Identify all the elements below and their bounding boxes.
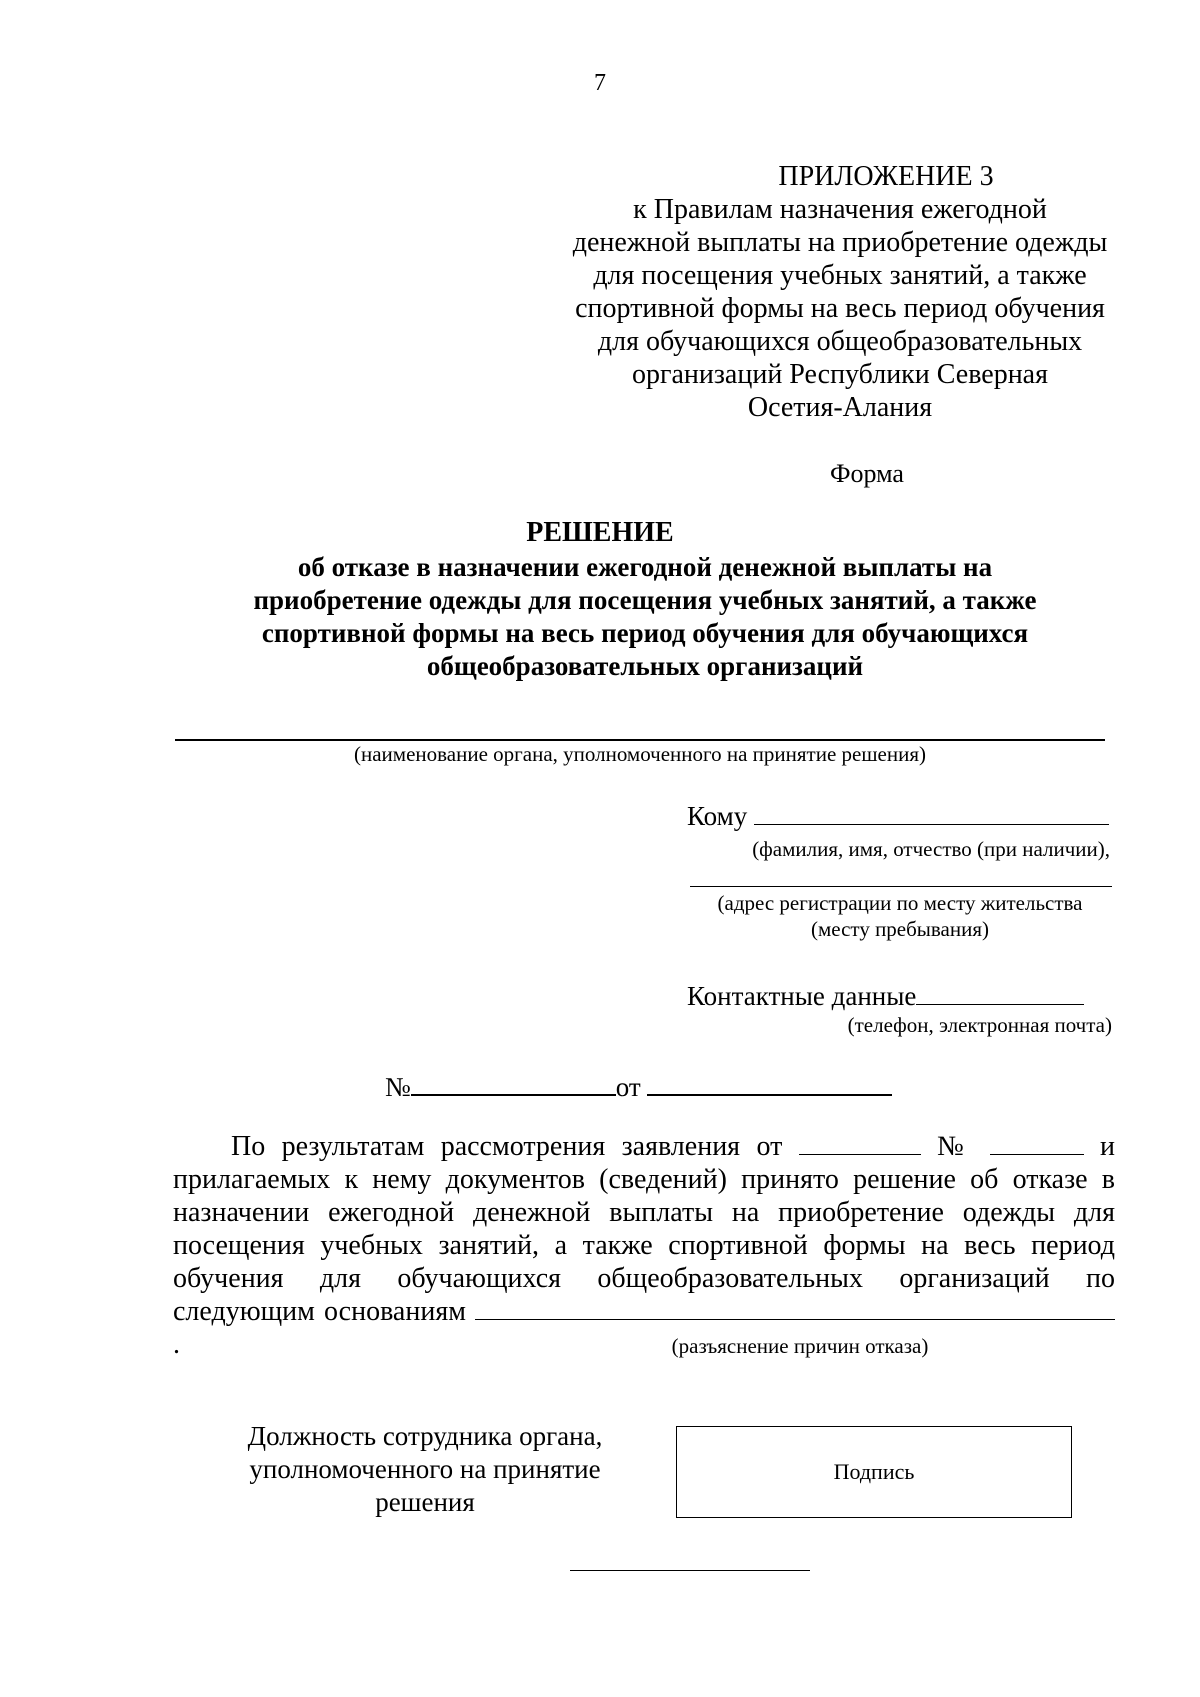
org-name-caption: (наименование органа, уполномоченного на принятие решения)	[354, 742, 926, 766]
decision-body	[173, 1130, 1115, 1361]
subtitle-line: спортивной формы на весь период обучения для обучающихся	[261, 618, 1029, 648]
appendix-line: организаций Республики Северная	[631, 359, 1048, 390]
appendix-line: к Правилам назначения ежегодной	[633, 194, 1047, 225]
appendix-heading: ПРИЛОЖЕНИЕ 3	[778, 161, 994, 192]
address-caption-line: (адрес регистрации по месту жительства	[717, 891, 1083, 915]
refusal-reason-caption: (разъяснение причин отказа)	[671, 1334, 929, 1358]
page-number: 7	[594, 70, 606, 96]
decision-number-field	[411, 1070, 616, 1096]
position-line: решения	[375, 1487, 475, 1517]
contact-label: Контактные данные	[687, 981, 917, 1011]
recipient-name-field	[754, 800, 1109, 825]
appendix-line: для обучающихся общеобразовательных	[597, 326, 1083, 357]
appendix-line: Осетия-Алания	[747, 392, 933, 423]
address-caption-line: (месту пребывания)	[810, 917, 990, 941]
recipient-row	[687, 800, 1109, 832]
position-line: уполномоченного на принятие	[249, 1454, 601, 1484]
refusal-reason-field	[475, 1295, 1115, 1320]
recipient-address-caption	[690, 890, 1110, 942]
number-sign: №	[385, 1072, 411, 1102]
subtitle-line: общеобразовательных организаций	[426, 651, 864, 681]
appendix-line: денежной выплаты на приобретение одежды	[572, 227, 1108, 258]
signature-label: Подпись	[833, 1459, 915, 1484]
form-label: Форма	[830, 459, 904, 488]
body-number-sign: №	[920, 1131, 990, 1162]
subtitle-line: приобретение одежды для посещения учебных занятий, а также	[253, 585, 1037, 615]
end-divider	[570, 1570, 810, 1571]
contact-field	[916, 980, 1084, 1005]
body-part2: прилагаемых к нему документов (сведений) принято решение об отказе в назначении ежегодной денежной выплаты на приобретение одежды для посещения учебных занятий, а также спортивной формы на весь период обучения для обучающихся общеобразовательных организаций по следующим основаниям	[173, 1164, 1115, 1327]
application-number-field	[990, 1130, 1084, 1155]
appendix-header	[560, 160, 1120, 424]
signature-box	[676, 1426, 1072, 1518]
document-title: РЕШЕНИЕ	[526, 517, 674, 548]
body-end: .	[173, 1329, 180, 1360]
appendix-line: для посещения учебных занятий, а также	[593, 260, 1087, 291]
application-date-field	[799, 1130, 921, 1155]
official-position	[225, 1420, 625, 1519]
from-label: от	[615, 1072, 641, 1102]
appendix-line: спортивной формы на весь период обучения	[575, 293, 1105, 324]
recipient-label: Кому	[687, 801, 748, 831]
document-subtitle	[220, 551, 1070, 683]
contact-row	[687, 980, 1084, 1012]
recipient-address-line	[690, 886, 1112, 887]
body-part1: По результатам рассмотрения заявления от	[231, 1131, 799, 1162]
decision-number-row	[385, 1070, 892, 1103]
subtitle-line: об отказе в назначении ежегодной денежной выплаты на	[297, 552, 993, 582]
position-line: Должность сотрудника органа,	[247, 1421, 603, 1451]
contact-caption: (телефон, электронная почта)	[847, 1013, 1112, 1037]
recipient-name-caption: (фамилия, имя, отчество (при наличии),	[752, 837, 1110, 861]
decision-date-field	[647, 1070, 892, 1096]
body-conj: и	[1083, 1131, 1116, 1162]
